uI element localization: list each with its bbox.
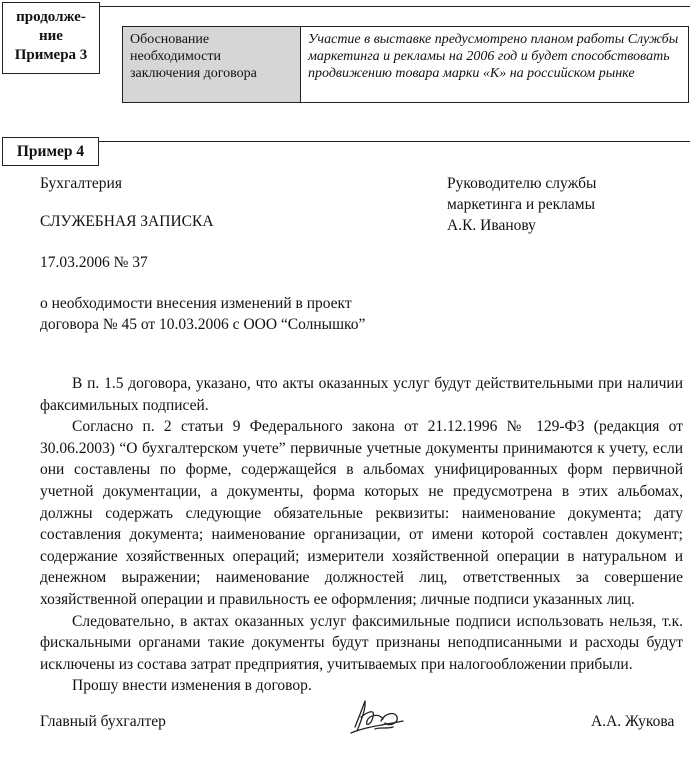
body-paragraph: Согласно п. 2 статьи 9 Федерального закона от 21.12.1996 № 129-ФЗ (редакция от 30.06.2003) “О бухгалтерском учете” первичные учетные документы принимаются к учету, если они составлены по форме, содержащейся в альбомах унифицированных форм первичной учетной документации, а документы, форма которых не предусмотрена в этих альбомах, должны содержать следующие обязательные реквизиты: наименование документа; дату составления документа; наименование организации, от имени которой составлен документ; содержание хозяйственных операций; измерители хозяйственной операции в натуральном и денежном выражении; наименование должностей лиц, ответственных за совершение хозяйственной операции и правильность ее оформления; личные подписи указанных лиц. — [40, 418, 683, 608]
document-type: СЛУЖЕБНАЯ ЗАПИСКА — [40, 213, 214, 230]
continuation-line-1: продолже- — [16, 9, 86, 25]
handwritten-signature — [345, 697, 407, 739]
table-label-cell: Обоснование необходимости заключения договора — [123, 27, 301, 103]
example-4-label: Пример 4 — [2, 137, 99, 166]
continuation-line-2: ние — [39, 28, 63, 44]
body-paragraph: В п. 1.5 договора, указано, что акты оказанных услуг будут действительными при наличии факсимильных подписей. — [40, 375, 683, 414]
contract-justification-table — [122, 26, 689, 103]
addressee-line-1: Руководителю службы — [447, 175, 597, 192]
document-date-number: 17.03.2006 № 37 — [40, 254, 148, 271]
body-paragraph: Следовательно, в актах оказанных услуг факсимильные подписи использовать нельзя, т.к. фискальными органами такие документы будут признаны неподписанными и расходы будут исключены из состава затрат предприятия, учитываемых при налогообложении прибыли. — [40, 612, 683, 673]
divider-line — [99, 141, 690, 142]
example-3-continuation-label — [2, 2, 100, 74]
body-paragraph: Прошу внести изменения в договор. — [72, 677, 312, 695]
signer-name: А.А. Жукова — [591, 713, 675, 730]
subject-line-2: договора № 45 от 10.03.2006 с ООО “Солнышко” — [40, 316, 366, 333]
memo-body — [40, 373, 683, 697]
addressee-block — [447, 173, 596, 236]
subject-line-1: о необходимости внесения изменений в проект — [40, 295, 352, 312]
table-row — [123, 27, 689, 103]
sender-department: Бухгалтерия — [40, 175, 122, 192]
addressee-line-2: маркетинга и рекламы — [447, 196, 595, 213]
table-value-cell: Участие в выставке предусмотрено планом работы Службы маркетинга и рекламы на 2006 год и будет способствовать продвижению товара марки «К» на российском рынке — [301, 27, 689, 103]
continuation-line-3: Примера 3 — [14, 47, 88, 63]
divider-line — [100, 6, 690, 7]
addressee-line-3: А.К. Иванову — [447, 217, 536, 234]
signer-position: Главный бухгалтер — [40, 713, 166, 730]
